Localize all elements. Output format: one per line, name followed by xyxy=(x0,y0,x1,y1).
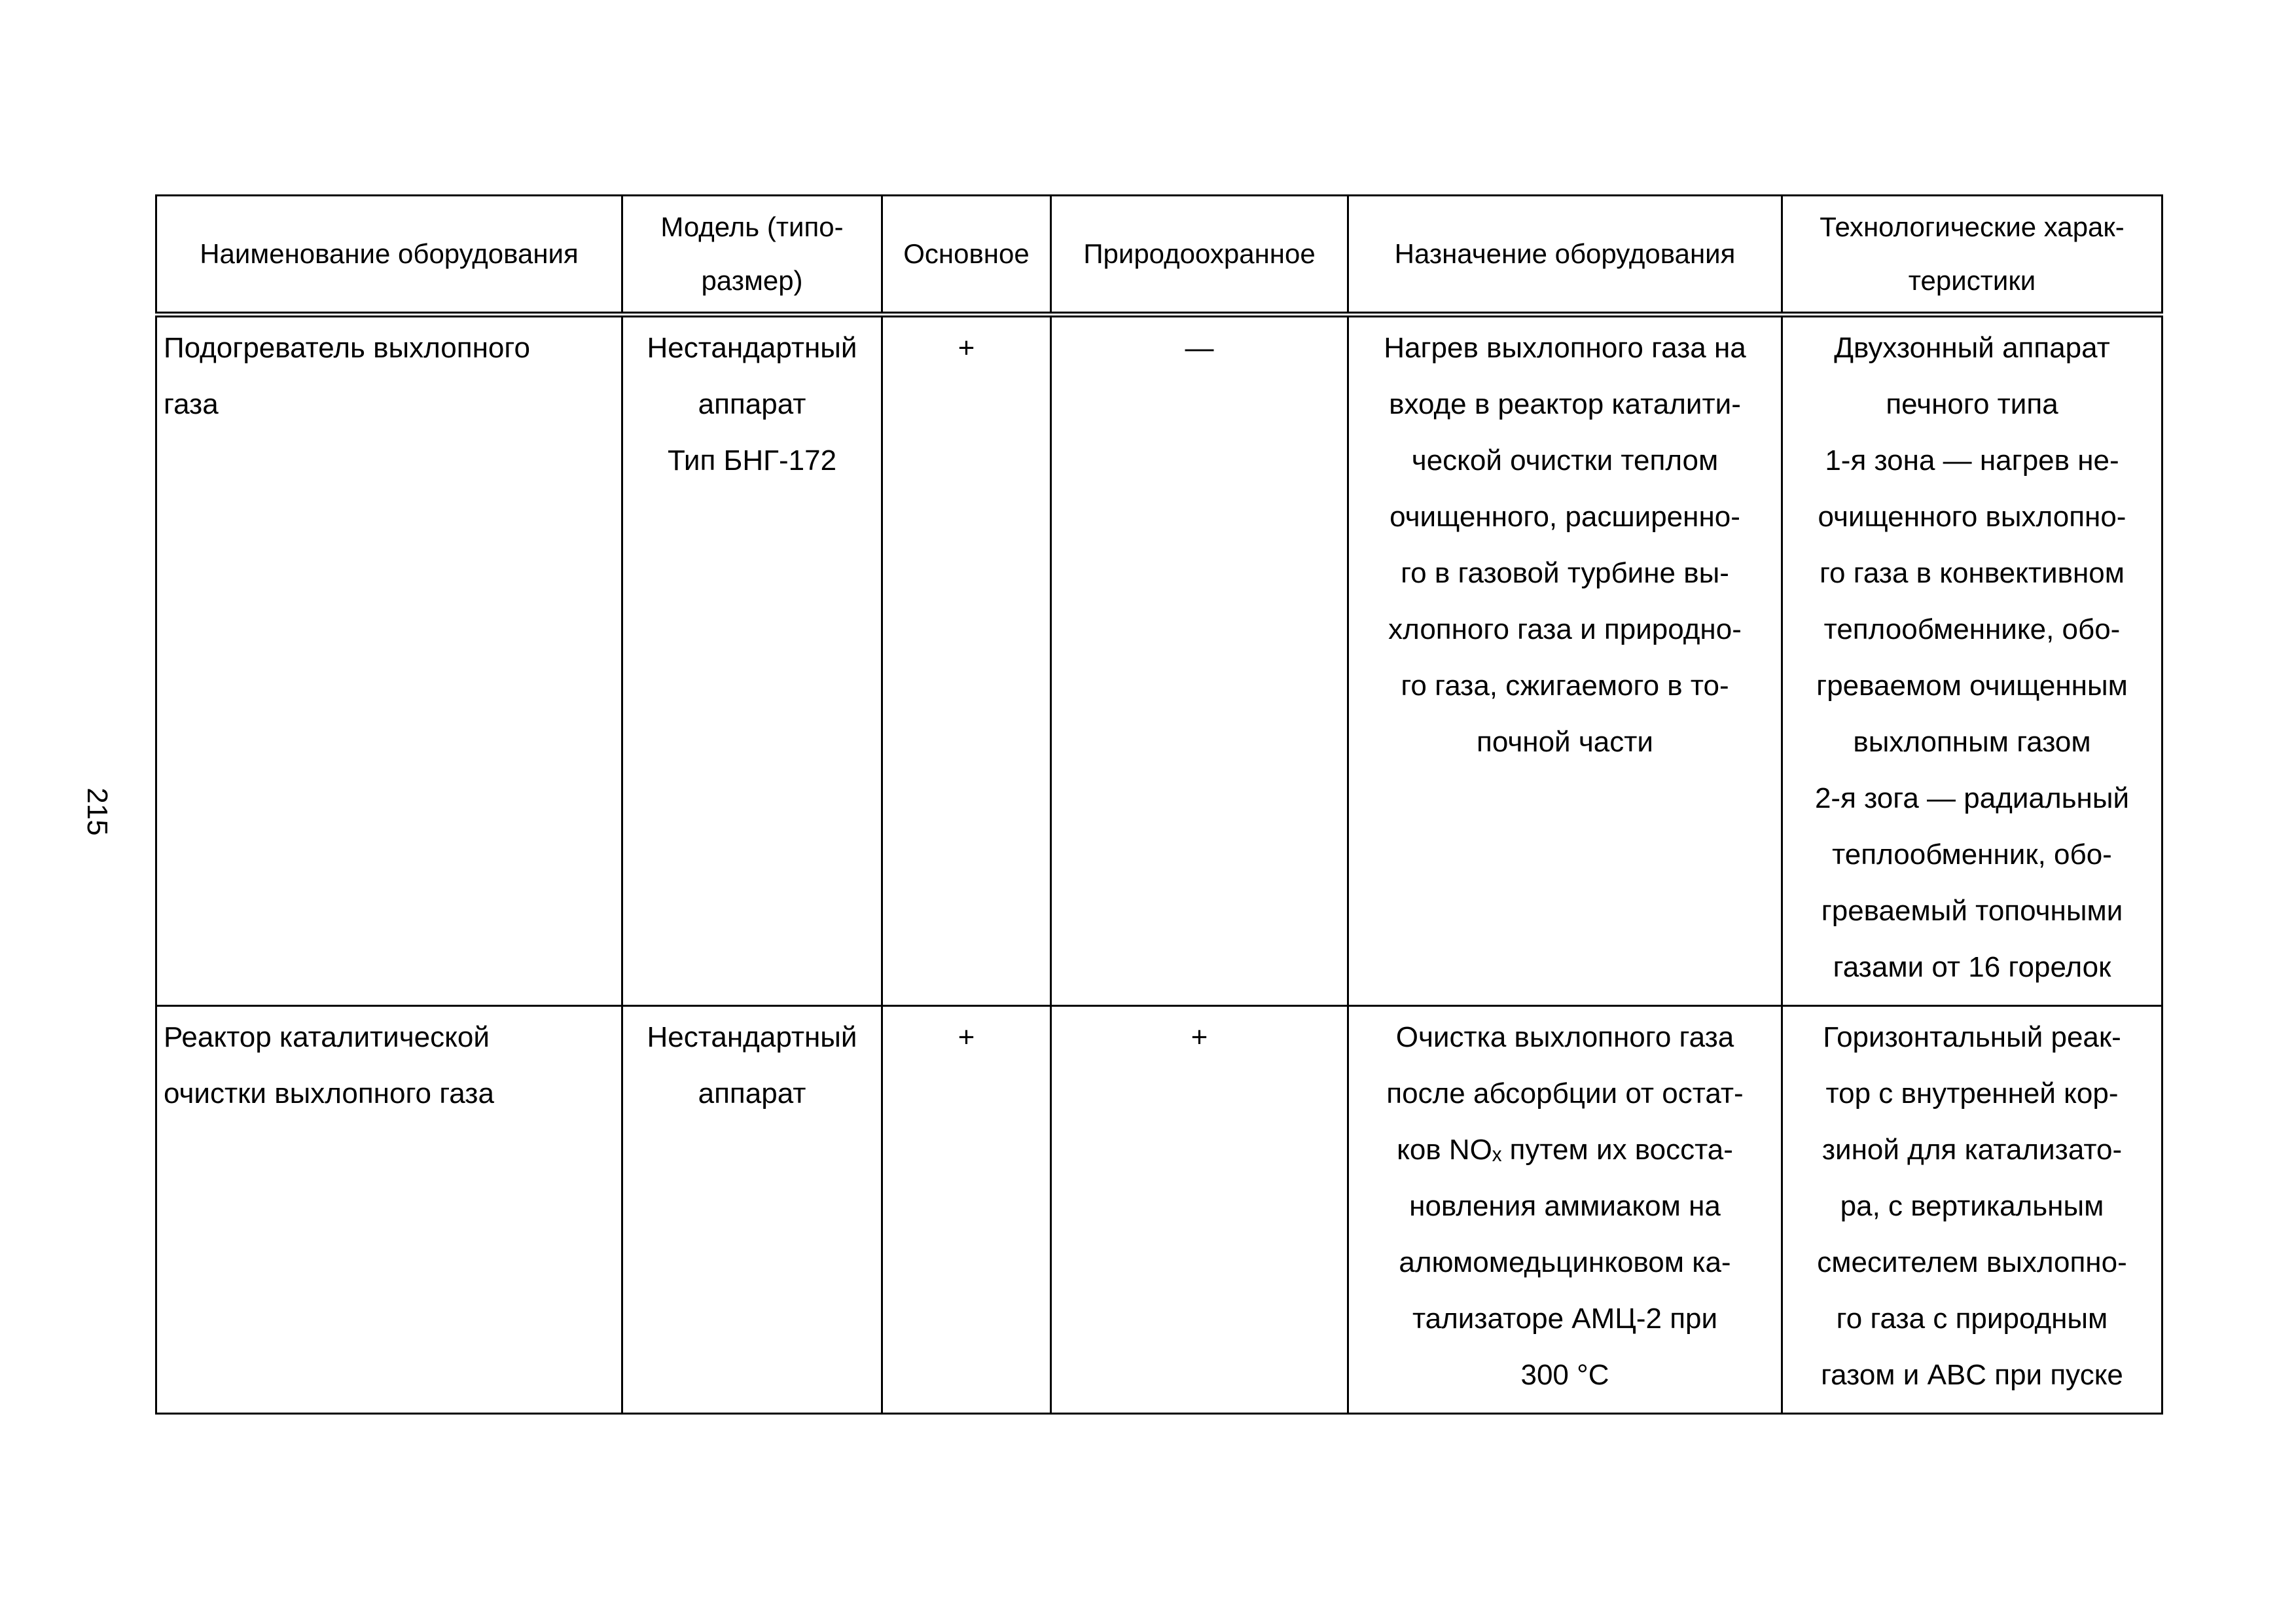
cell-purpose: Нагрев выхлопного газа на входе в реактор каталити- ческой очистки теплом очищенного, расширенно- го в газовой турбине вы- хлопного газа и природно- го газа, сжигаемого в то- почной части xyxy=(1348,315,1782,1006)
cell-model: Нестандартный аппарат xyxy=(622,1006,882,1414)
header-main: Основное xyxy=(882,196,1051,315)
table-row xyxy=(156,315,2162,1006)
cell-equipment-name: Подогреватель выхлопного газа xyxy=(156,315,622,1006)
cell-main: + xyxy=(882,1006,1051,1414)
header-model: Модель (типо- размер) xyxy=(622,196,882,315)
table-header-row xyxy=(156,196,2162,315)
cell-model: Нестандартный аппарат Тип БНГ-172 xyxy=(622,315,882,1006)
equipment-table xyxy=(155,194,2163,1415)
cell-characteristics: Двухзонный аппарат печного типа 1-я зона — нагрев не- очищенного выхлопно- го газа в конвективном теплообменнике, обо- греваемом очищенным выхлопным газом 2-я зога — радиальный теплообменник, обо- греваемый топочными газами от 16 горелок xyxy=(1782,315,2162,1006)
header-environmental: Природоохранное xyxy=(1051,196,1348,315)
cell-environmental: + xyxy=(1051,1006,1348,1414)
cell-purpose: Очистка выхлопного газа после абсорбции от остат- ков NOₓ путем их восста- новления аммиаком на алюмомедьцинковом ка- тализаторе АМЦ-2 при 300 °C xyxy=(1348,1006,1782,1414)
header-characteristics: Технологические харак- теристики xyxy=(1782,196,2162,315)
cell-main: + xyxy=(882,315,1051,1006)
cell-characteristics: Горизонтальный реак- тор с внутренней кор- зиной для катализато- ра, с вертикальным смесителем выхлопно- го газа с природным газом и ABC при пуске xyxy=(1782,1006,2162,1414)
page-number: 215 xyxy=(81,787,113,836)
header-equipment-name: Наименование оборудования xyxy=(156,196,622,315)
table-row xyxy=(156,1006,2162,1414)
cell-equipment-name: Реактор каталитической очистки выхлопного газа xyxy=(156,1006,622,1414)
cell-environmental: — xyxy=(1051,315,1348,1006)
header-purpose: Назначение оборудования xyxy=(1348,196,1782,315)
